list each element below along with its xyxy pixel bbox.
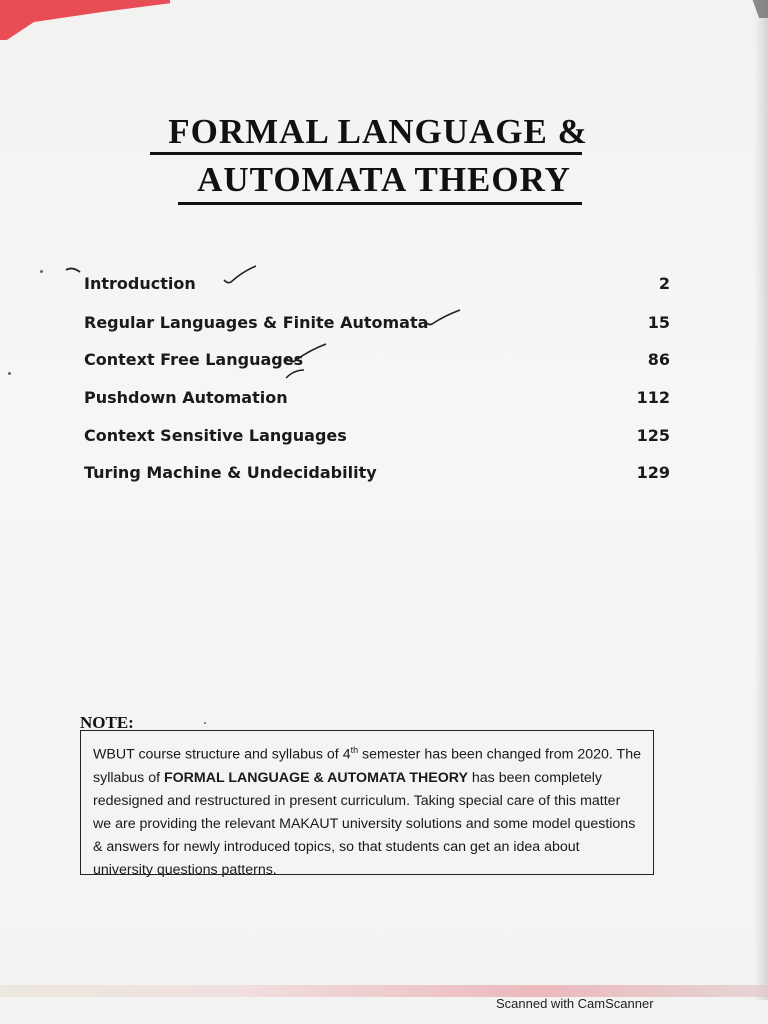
toc-item-regular-languages — [84, 313, 684, 341]
toc-item-context-free — [84, 350, 684, 378]
handwritten-tick-icon — [422, 308, 462, 330]
toc-item-title: Regular Languages & Finite Automata — [84, 313, 429, 332]
toc-item-page: 112 — [636, 388, 670, 407]
toc-item-page: 15 — [647, 313, 670, 332]
toc-item-title: Pushdown Automation — [84, 388, 288, 407]
toc-item-turing-machine — [84, 463, 684, 491]
toc-item-title: Context Sensitive Languages — [84, 426, 347, 445]
toc-item-page: 129 — [636, 463, 670, 482]
title-line-2: AUTOMATA THEORY — [197, 160, 571, 199]
note-text-part-1: WBUT course structure and syllabus of 4 — [93, 746, 351, 763]
toc-item-page: 125 — [636, 426, 670, 445]
note-text-part-3: has been completely redesigned and restructured in present curriculum. Taking special care of this matter we are providing the relevant MAKAUT university solutions and some model questions & answers for newly introduced topics, so that students can get an idea about university questions patterns. — [93, 769, 636, 878]
toc-item-pushdown — [84, 388, 684, 416]
note-text-part-2: semester has been changed from 2020. The syllabus of — [93, 746, 641, 786]
toc-item-title: Introduction — [84, 274, 196, 293]
note-box — [80, 730, 654, 878]
handwritten-tick-icon — [284, 342, 328, 382]
scan-speck — [8, 372, 11, 375]
toc-item-page: 86 — [647, 350, 670, 369]
scan-speck — [204, 722, 206, 724]
scanner-watermark: Scanned with CamScanner — [496, 996, 654, 1011]
note-label: NOTE: — [80, 713, 134, 732]
handwritten-mark-icon — [64, 264, 84, 276]
toc-item-introduction — [84, 274, 684, 302]
toc-item-title: Context Free Languages — [84, 350, 304, 369]
note-superscript: th — [350, 745, 359, 755]
title-line-1: FORMAL LANGUAGE & — [168, 112, 588, 151]
handwritten-tick-icon — [222, 264, 258, 288]
toc-item-title: Turing Machine & Undecidability — [84, 463, 377, 482]
toc-item-context-sensitive — [84, 426, 684, 454]
toc-item-page: 2 — [658, 274, 670, 293]
scan-speck — [40, 270, 43, 273]
note-subject: FORMAL LANGUAGE & AUTOMATA THEORY — [163, 769, 468, 786]
